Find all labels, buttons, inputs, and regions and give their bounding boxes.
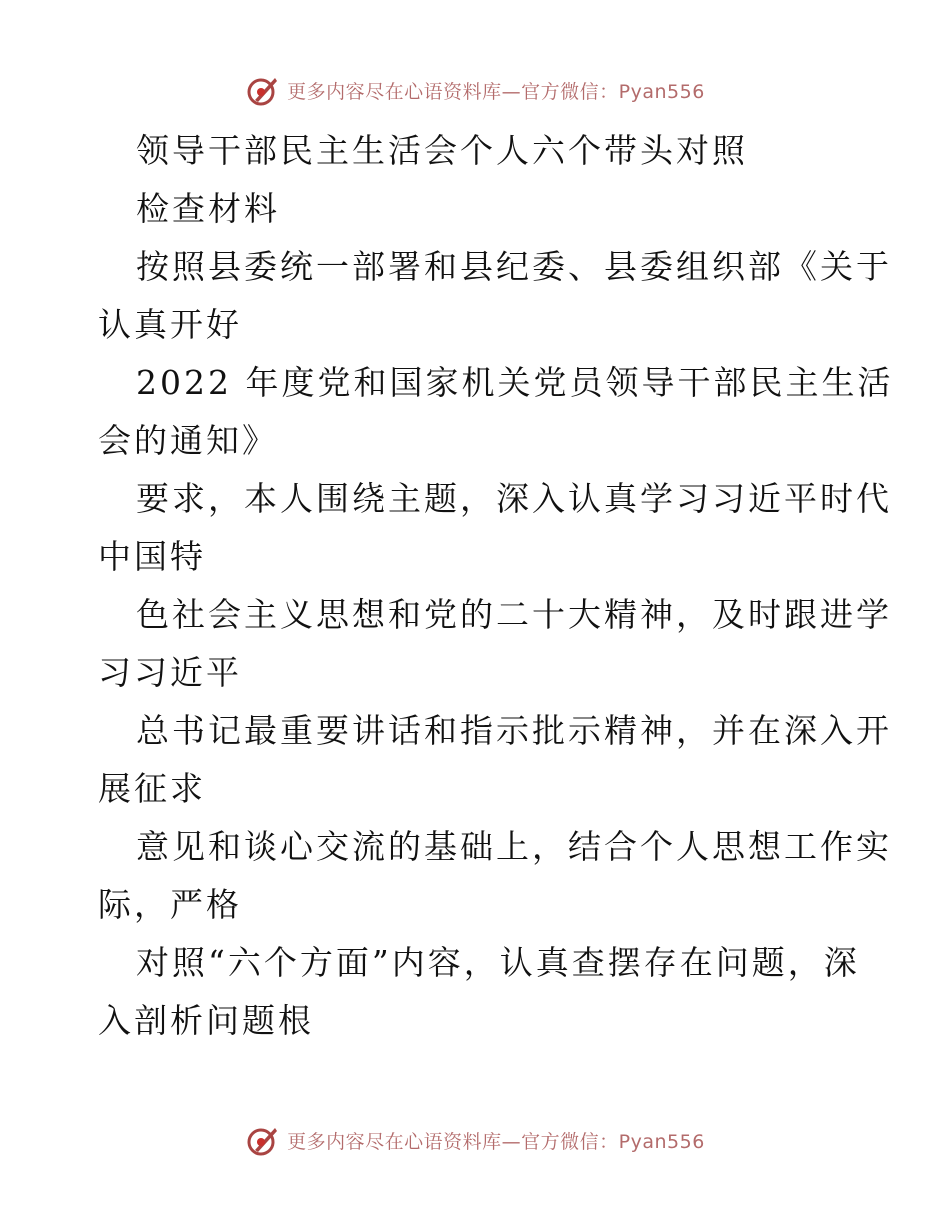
text-line: 要求，本人围绕主题，深入认真学习习近平时代 bbox=[136, 479, 892, 518]
text-line: 对照“六个方面”内容，认真查摆存在问题，深 bbox=[136, 943, 860, 982]
watermark-text: 更多内容尽在心语资料库—官方微信：Pyan556 bbox=[287, 80, 705, 103]
text-line: 色社会主义思想和党的二十大精神，及时跟进学 bbox=[136, 595, 892, 634]
text-line: 际，严格 bbox=[98, 885, 242, 924]
text-line: 检查材料 bbox=[136, 189, 280, 228]
text-line: 意见和谈心交流的基础上，结合个人思想工作实 bbox=[136, 827, 892, 866]
text-line: 入剖析问题根 bbox=[98, 1001, 314, 1040]
text-line: 领导干部民主生活会个人六个带头对照 bbox=[136, 131, 748, 170]
text-line: 会的通知》 bbox=[98, 421, 278, 460]
text-line: 展征求 bbox=[98, 769, 206, 808]
text-line: 认真开好 bbox=[98, 305, 242, 344]
quill-pen-circle-icon bbox=[245, 72, 281, 108]
header-watermark bbox=[0, 70, 950, 110]
text-line: 2022 年度党和国家机关党员领导干部民主生活 bbox=[136, 363, 894, 402]
watermark-text: 更多内容尽在心语资料库—官方微信：Pyan556 bbox=[287, 1130, 705, 1153]
text-line: 总书记最重要讲话和指示批示精神，并在深入开 bbox=[136, 711, 892, 750]
text-line: 按照县委统一部署和县纪委、县委组织部《关于 bbox=[136, 247, 892, 286]
text-line: 习习近平 bbox=[98, 653, 242, 692]
document-body bbox=[98, 122, 894, 1050]
text-line: 中国特 bbox=[98, 537, 206, 576]
footer-watermark bbox=[0, 1120, 950, 1160]
quill-pen-circle-icon bbox=[245, 1122, 281, 1158]
